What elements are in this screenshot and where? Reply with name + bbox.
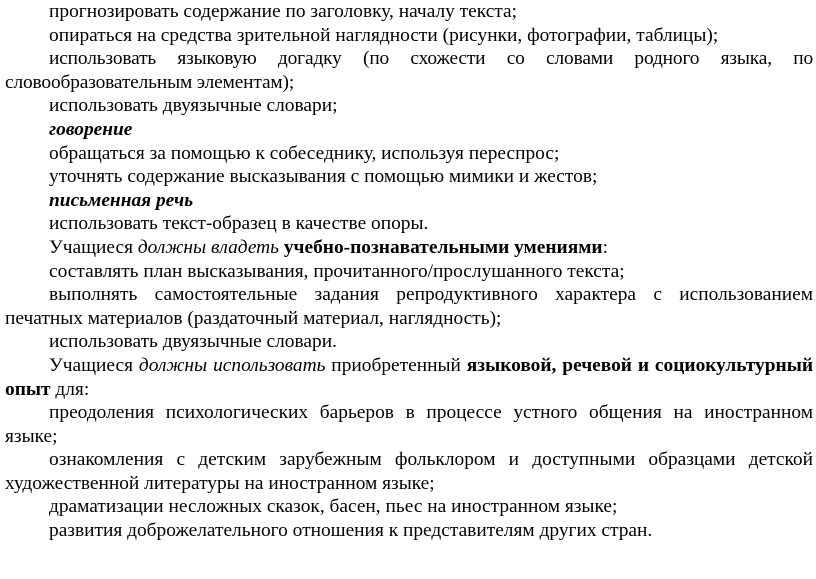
section-heading-writing: письменная речь: [49, 189, 194, 211]
italic-phrase: должны использовать: [138, 354, 326, 376]
text-span: :: [602, 236, 608, 258]
text-line: опираться на средства зрительной наглядности (рисунки, фотографии, таблицы);: [49, 24, 719, 46]
text-line: уточнять содержание высказывания с помощью мимики и жестов;: [49, 166, 598, 188]
text-line: обращаться за помощью к собеседнику, используя переспрос;: [49, 142, 560, 164]
experience-intro-paragraph: [5, 354, 813, 401]
text-line: развития доброжелательного отношения к представителям других стран.: [49, 520, 653, 542]
text-line: составлять план высказывания, прочитанного/прослушанного текста;: [49, 260, 625, 282]
text-line: использовать текст-образец в качестве опоры.: [49, 213, 429, 235]
text-paragraph: выполнять самостоятельные задания репродуктивного характера с использованием печатных материалов (раздаточный материал, наглядность);: [5, 284, 813, 329]
text-line: использовать двуязычные словари.: [49, 331, 337, 353]
text-line: использовать двуязычные словари;: [49, 95, 338, 117]
text-paragraph: преодоления психологических барьеров в процессе устного общения на иностранном языке;: [5, 402, 813, 447]
section-heading-speaking: говорение: [49, 118, 133, 140]
text-line: прогнозировать содержание по заголовку, началу текста;: [49, 1, 518, 22]
text-paragraph: использовать языковую догадку (по схожести со словами родного языка, по словообразовательным элементам);: [5, 48, 813, 93]
text-span: для:: [50, 378, 90, 400]
text-paragraph: ознакомления с детским зарубежным фольклором и доступными образцами детской художественной литературы на иностранном языке;: [5, 449, 813, 494]
text-span: Учащиеся: [49, 236, 138, 258]
skills-intro-paragraph: [5, 236, 813, 260]
text-span: приобретенный: [325, 354, 467, 376]
document-page: [5, 0, 813, 543]
bold-phrase: учебно-познавательными умениями: [283, 236, 603, 258]
text-span: Учащиеся: [49, 354, 139, 376]
italic-phrase: должны владеть: [137, 236, 279, 258]
text-line: драматизации несложных сказок, басен, пьес на иностранном языке;: [49, 496, 618, 518]
bold-phrase: языковой, речевой и социокультурный опыт: [5, 354, 814, 400]
